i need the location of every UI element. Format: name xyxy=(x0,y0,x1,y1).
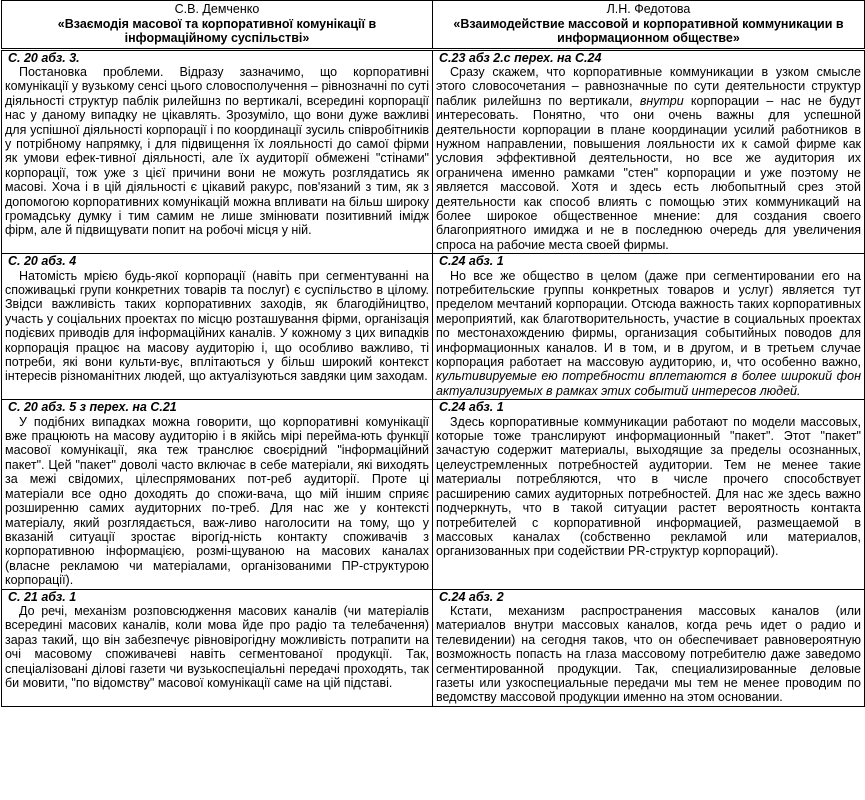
right-text-emphasis: культивируемые ею потребности вплетаются в более широкий фон актуализируемых в рамках этих событий интересов людей. xyxy=(436,369,861,398)
right-ref: С.24 абз. 1 xyxy=(439,400,504,415)
left-ref: С. 20 абз. 5 з перех. на С.21 xyxy=(8,400,177,415)
left-text: Постановка проблеми. Відразу зазначимо, що корпоративні комунікації у вузькому сенсі цього словосполучення – рівнозначні по суті діяльності структур паблік рилейшнз по вертикалі, всередині корпорації нас у даному випадку не цікавлять. Зрозуміло, що вони дуже важливі для успішної діяльності корпорації і по координації зусиль співробітників у потрібному напрямку, і для підвищення їх лояльності до самої фірми як умови ефек-тивної діяльності, але їх аудиторії обмежені "стінами" корпорації, тож уже з цієї причини вони не можуть розглядатись як масові. Хоча і в цій діяльності є цікавий ракурс, пов'язаний з тим, як з допомогою корпоративних комунікацій можна впливати на більш широку громадську думку і тим самим не лише змінювати позитивний імідж фірм, але й підвищувати попит на робочі місця у ній. xyxy=(5,64,429,238)
right-text xyxy=(436,415,861,559)
right-ref-cell xyxy=(433,400,865,415)
right-text-part: Кстати, механизм распространения массовых каналов (или материалов внутри массовых каналов, когда речь идет о радио и телевидении) на сегодня таков, что он обеспечивает равновероятную возможность попасть на глаза массовому потребителю даже заведомо сегментированной продукции. Так, специализированные деловые газеты или узкоспециальные передачи мы тем не менее проводим по ведомству массовой продукции именно на этом основании. xyxy=(436,603,861,705)
right-text-emphasis: внутри xyxy=(639,93,684,108)
right-text-part: Сразу скажем, что корпоративные коммуникации в узком смысле этого словосочетания – равнозначные по сути деятельности структур паблик рилейшнз по вертикали, xyxy=(436,64,861,108)
right-ref: С.24 абз. 1 xyxy=(439,254,504,269)
right-text-cell xyxy=(433,415,865,589)
left-text: До речі, механізм розповсюдження масових каналів (чи матеріалів всередині масових каналів, коли мова йде про радіо та телебачення) зараз такий, що він забезпечує рівновірогідну можливість потрапити на очі масовому споживачеві навіть сегментованої продукції. Так, спеціалізовані ділові газети чи вузькоспеціальні передачі проходять, так би мовити, "по відомству" масової комунікації саме на цій підставі. xyxy=(5,603,429,690)
right-ref: С.23 абз 2.с перех. на С.24 xyxy=(439,50,602,65)
left-column-header xyxy=(2,1,433,50)
left-text-cell xyxy=(2,65,433,254)
right-ref-cell xyxy=(433,589,865,604)
table-row-ref xyxy=(2,400,865,415)
table-row xyxy=(2,604,865,706)
left-ref-cell xyxy=(2,400,433,415)
right-text-part: Но все же общество в целом (даже при сегментировании его на потребительские группы конкретных товаров и услуг) является тут пределом мечтаний корпорации. Отсюда важность таких корпоративных мероприятий, как благотворительность, участие в социальных проектах по местонахождению фирмы, организация событийных поводов для информационных каналов. И в том, и в другом, и в третьем случае корпорация работает на массовую аудиторию, и, что особенно важно, xyxy=(436,268,861,370)
right-text-cell xyxy=(433,65,865,254)
right-ref-cell xyxy=(433,254,865,269)
left-ref-cell xyxy=(2,254,433,269)
right-ref: С.24 абз. 2 xyxy=(439,589,504,604)
left-text: Натомість мрією будь-якої корпорації (навіть при сегментуванні на споживацькі групи конкретних товарів та послуг) є суспільство в цілому. Звідси важливість таких корпоративних заходів, як благодійництво, участь у соціальних проектах по місцю розташування фірми, організація подієвих приводів для інформаційних каналів. У кожному з цих випадків корпорація працює на масову аудиторію і, що особливо важливо, ті потреби, які вони культи-вує, вплітаються у більш широкий контекст інтересів різноманітних людей, що актуалізуються завдяки цим заходам. xyxy=(5,268,429,384)
left-ref: С. 20 абз. 4 xyxy=(8,254,77,269)
right-author: Л.Н. Федотова xyxy=(606,2,691,16)
right-title: «Взаимодействие массовой и корпоративной коммуникации в информационном обществе» xyxy=(453,16,844,45)
right-text xyxy=(436,65,861,252)
left-title: «Взаємодія масової та корпоративної комунікації в інформаційному суспільстві» xyxy=(57,16,377,45)
right-text-cell xyxy=(433,269,865,400)
comparison-table xyxy=(1,0,865,707)
right-text-part: корпорации – нас не будут интересовать. Понятно, что они очень важны для успешной деятельности корпорации в плане координации усилий работников в нужном направлении, повышения лояльности их к самой фирме как условия эффективной деятельности, но все же аудитория их ограничена именно рамками "стен" корпорации и уже поэтому не является массовой. Хотя и здесь есть любопытный срез этой деятельности как способ влиять с помощью этих коммуникаций на более широкое общественное мнение: для создания своего благоприятного имиджа и не в последнюю очередь для увеличения спроса на рабочие места своей фирмы. xyxy=(436,93,861,252)
right-ref-cell xyxy=(433,49,865,65)
left-text-cell xyxy=(2,604,433,706)
left-ref-cell xyxy=(2,49,433,65)
left-ref: С. 21 абз. 1 xyxy=(8,589,77,604)
right-text-part: Здесь корпоративные коммуникации работают по модели массовых, которые тоже транслируют информационный "пакет". Этот "пакет" зачастую содержит материалы, выходящие за пределы осознанных, целеустремленных потребностей аудитории. Тем не менее такие материалы потребляются, что в числе прочего способствует расширению самих аудиторных потребностей. Для нас же здесь важно подчеркнуть, что в такой ситуации растет вероятность контакта потребителей с корпоративной информацией, размещаемой в массовых каналах (собственно рекламой или материалов, организованных при содействии PR-структур корпораций). xyxy=(436,414,861,559)
table-row xyxy=(2,269,865,400)
table-row-ref xyxy=(2,254,865,269)
table-header-row xyxy=(2,1,865,50)
left-text: У подібних випадках можна говорити, що корпоративні комунікації вже працюють на масову аудиторію і в якійсь мірі перейма-ють функції масової комунікації, яка теж транслює своєрідний "інформаційний пакет". Цей "пакет" доволі часто включає в себе матеріали, які виходять за межі свідомих, цілеспрямованих пот-реб аудиторії. Проте ці матеріали все одно доходять до спожи-вача, що мій іншим сприяє розширенню самих аудиторних по-треб. Для нас же у контексті матеріалу, який розглядається, важ-ливо наголосити на тому, що у вказаній ситуації зростає вірогід-ність контакту споживачів з корпоративною інформацією, розмі-щуваною на масових каналах (власне рекламою чи матеріалами, організованими ПР-структурою корпорації). xyxy=(5,414,429,588)
table-row xyxy=(2,415,865,589)
table-row-ref xyxy=(2,49,865,65)
table-row xyxy=(2,65,865,254)
left-ref-cell xyxy=(2,589,433,604)
left-ref: С. 20 абз. 3. xyxy=(8,50,80,65)
left-author: С.В. Демченко xyxy=(174,2,260,16)
right-text xyxy=(436,604,861,705)
table-row-ref xyxy=(2,589,865,604)
left-text-cell xyxy=(2,269,433,400)
right-text xyxy=(436,269,861,399)
left-text-cell xyxy=(2,415,433,589)
right-text-cell xyxy=(433,604,865,706)
right-column-header xyxy=(433,1,865,50)
